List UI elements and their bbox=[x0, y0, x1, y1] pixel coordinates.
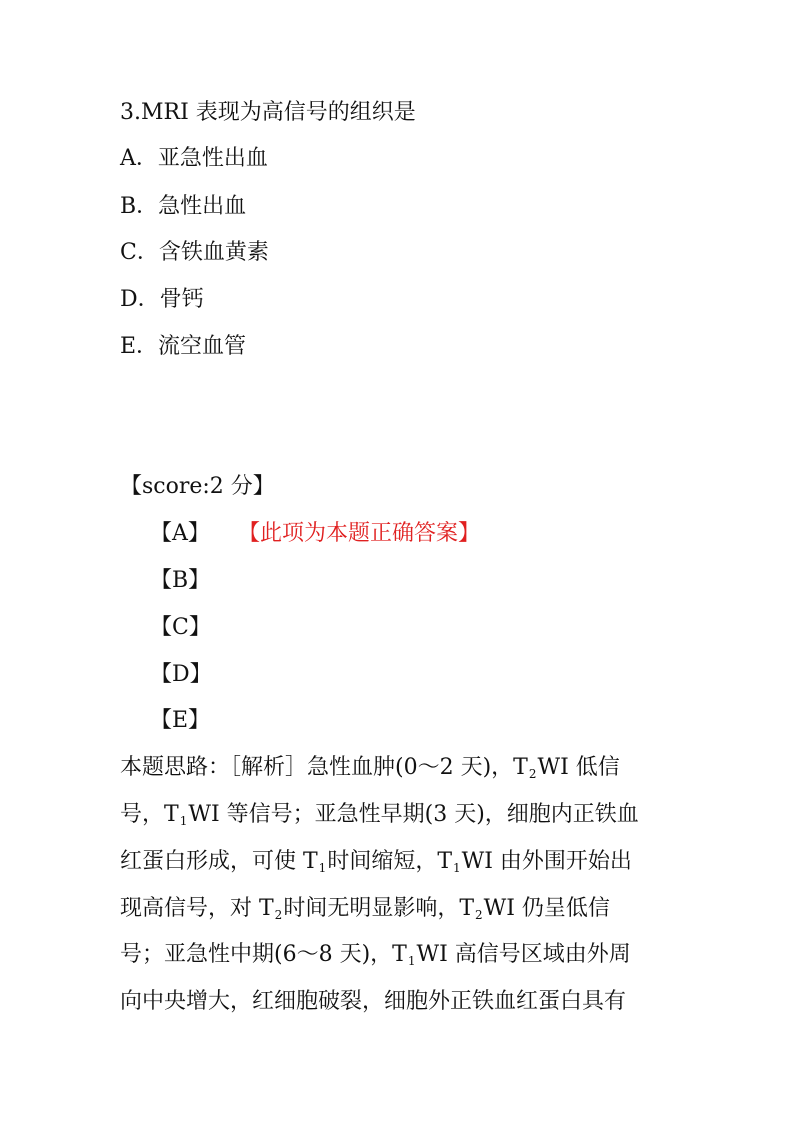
subscript: 2 bbox=[274, 908, 283, 922]
answer-a: 【A】 bbox=[150, 521, 210, 546]
option-b: B．急性出血 bbox=[120, 194, 247, 219]
subscript: 2 bbox=[475, 908, 483, 922]
explanation-text: 号；亚急性中期(6～8 天)，T bbox=[120, 942, 407, 967]
option-e: E．流空血管 bbox=[120, 334, 247, 359]
explanation-text: 号，T bbox=[120, 802, 179, 827]
explanation-line-3 bbox=[120, 847, 632, 879]
answer-c: 【C】 bbox=[150, 615, 211, 640]
correct-answer-note: 【此项为本题正确答案】 bbox=[238, 521, 481, 546]
subscript: 1 bbox=[318, 861, 327, 875]
option-c: C．含铁血黄素 bbox=[120, 240, 269, 265]
explanation-line-1 bbox=[120, 753, 620, 785]
option-d: D．骨钙 bbox=[120, 287, 204, 312]
answer-d: 【D】 bbox=[150, 662, 212, 687]
explanation-text: WI 由外围开始出 bbox=[461, 849, 632, 874]
subscript: 1 bbox=[179, 814, 188, 828]
explanation-text: WI 仍呈低信 bbox=[483, 896, 610, 921]
question-stem: 3.MRI 表现为高信号的组织是 bbox=[120, 100, 416, 125]
explanation-text: 时间无明显影响，T bbox=[283, 896, 474, 921]
explanation-text: 现高信号，对 T bbox=[120, 896, 274, 921]
explanation-line-6: 向中央增大，红细胞破裂，细胞外正铁血红蛋白具有 bbox=[120, 989, 627, 1014]
score-label: 【score:2 分】 bbox=[120, 474, 275, 499]
answer-b: 【B】 bbox=[150, 568, 211, 593]
explanation-text: WI 高信号区域由外周 bbox=[416, 942, 631, 967]
answer-e: 【E】 bbox=[150, 708, 211, 733]
explanation-line-5 bbox=[120, 940, 631, 972]
explanation-text: 红蛋白形成，可使 T bbox=[120, 849, 318, 874]
explanation-text: 本题思路：［解析］急性血肿(0～2 天)，T bbox=[120, 755, 528, 780]
explanation-line-2 bbox=[120, 800, 639, 832]
option-a: A．亚急性出血 bbox=[120, 146, 268, 171]
subscript: 1 bbox=[453, 861, 461, 875]
subscript: 2 bbox=[528, 767, 537, 781]
explanation-text: WI 等信号；亚急性早期(3 天)，细胞内正铁血 bbox=[188, 802, 639, 827]
explanation-text: 时间缩短，T bbox=[327, 849, 452, 874]
explanation-text: WI 低信 bbox=[537, 755, 620, 780]
explanation-line-4 bbox=[120, 894, 610, 926]
subscript: 1 bbox=[407, 954, 416, 968]
